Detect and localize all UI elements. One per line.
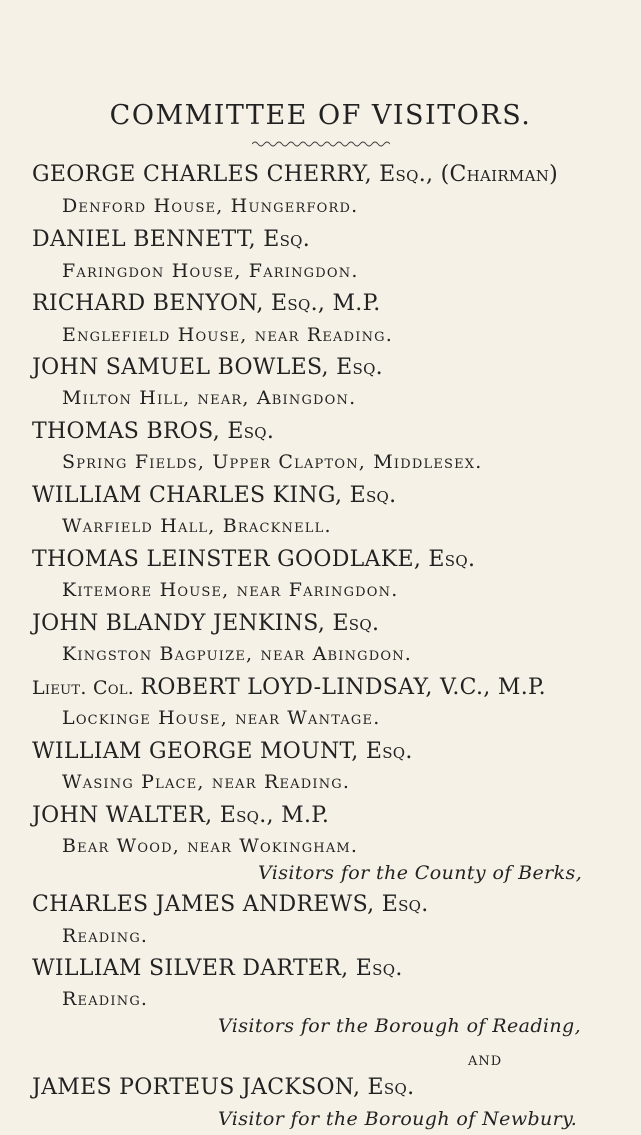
visitor-address: Reading. [62, 988, 149, 1010]
wavy-divider [252, 140, 390, 148]
page-title: COMMITTEE OF VISITORS. [109, 100, 532, 131]
visitor-address: Wasing Place, near Reading. [62, 771, 351, 793]
reading-visitors-note: Visitors for the Borough of Reading, [218, 1015, 582, 1037]
visitor-address: Reading. [62, 925, 149, 947]
visitor-address: Faringdon House, Faringdon. [62, 260, 359, 282]
visitor-name: JOHN BLANDY JENKINS, Esq. [32, 611, 380, 636]
visitor-name: THOMAS LEINSTER GOODLAKE, Esq. [32, 547, 476, 572]
visitor-name: JOHN WALTER, Esq., M.P. [32, 803, 330, 828]
visitor-address: Kitemore House, near Faringdon. [62, 579, 399, 601]
visitor-name: WILLIAM SILVER DARTER, Esq. [32, 956, 403, 981]
visitor-name: THOMAS BROS, Esq. [32, 419, 275, 444]
visitor-address: Englefield House, near Reading. [62, 324, 393, 346]
county-visitors-note: Visitors for the County of Berks, [258, 862, 583, 884]
visitor-name: WILLIAM GEORGE MOUNT, Esq. [32, 739, 413, 764]
visitor-address: Milton Hill, near, Abingdon. [62, 387, 357, 409]
visitor-address: Kingston Bagpuize, near Abingdon. [62, 643, 413, 665]
and-conjunction: AND [468, 1054, 503, 1069]
visitor-address: Warfield Hall, Bracknell. [62, 515, 332, 537]
visitor-name: Lieut. Col. ROBERT LOYD-LINDSAY, V.C., M.P. [32, 675, 546, 700]
visitor-name: JOHN SAMUEL BOWLES, Esq. [32, 355, 383, 380]
visitor-name: DANIEL BENNETT, Esq. [32, 227, 311, 252]
visitor-address: Bear Wood, near Wokingham. [62, 835, 359, 857]
visitor-name: GEORGE CHARLES CHERRY, Esq., (Chairman) [32, 162, 559, 187]
visitor-name: JAMES PORTEUS JACKSON, Esq. [32, 1075, 415, 1100]
visitor-name: WILLIAM CHARLES KING, Esq. [32, 483, 397, 508]
newbury-visitor-note: Visitor for the Borough of Newbury. [218, 1108, 578, 1130]
visitor-address: Denford House, Hungerford. [62, 195, 359, 217]
visitor-name: RICHARD BENYON, Esq., M.P. [32, 291, 381, 316]
visitor-name: CHARLES JAMES ANDREWS, Esq. [32, 892, 429, 917]
visitor-address: Lockinge House, near Wantage. [62, 707, 381, 729]
visitor-address: Spring Fields, Upper Clapton, Middlesex. [62, 451, 483, 473]
